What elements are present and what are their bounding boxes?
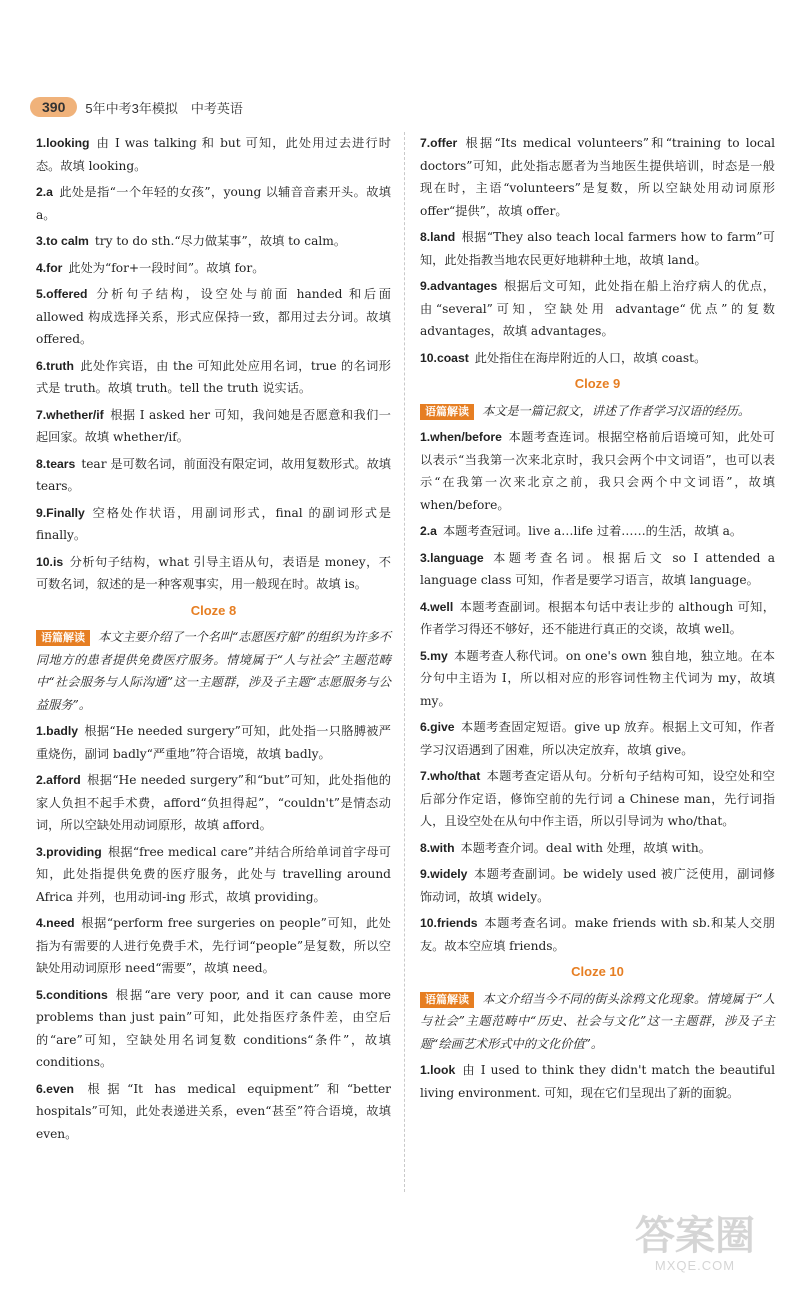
cloze-10-intro-text: 本文介绍当今不同的街头涂鸦文化现象。情境属于“人与社会”主题范畴中“历史、社会与文化”这一主题群，涉及子主题“绘画艺术形式中的文化价值”。 — [420, 991, 775, 1051]
passage-analysis-tag: 语篇解读 — [420, 404, 474, 420]
item-number: 9. — [420, 867, 431, 881]
item-answer: land — [430, 230, 456, 244]
answer-item — [36, 769, 391, 837]
item-answer: to calm — [46, 234, 89, 248]
item-answer: well — [430, 599, 454, 614]
item-number: 5. — [36, 987, 47, 1002]
answer-item — [420, 863, 775, 908]
item-answer: need — [46, 916, 75, 930]
answer-item — [36, 720, 391, 765]
item-explanation: 根据“He needed surgery”可知，此处指一只胳膊被严重烧伤，副词 badly“严重地”符合语境，故填 badly。 — [36, 724, 391, 761]
answer-item — [36, 984, 391, 1074]
answer-item — [36, 502, 391, 547]
item-answer: language — [430, 550, 484, 565]
cloze-9-intro-text: 本文是一篇记叙文，讲述了作者学习汉语的经历。 — [482, 403, 751, 418]
item-explanation: 根据后文可知，此处指在船上治疗病人的优点，由“several”可知，空缺处用 advantage“优点”的复数 advantages，故填 advantages。 — [420, 279, 775, 338]
answer-item — [36, 453, 391, 498]
watermark-url: MXQE.COM — [654, 1258, 736, 1273]
item-number: 6. — [420, 720, 431, 734]
item-answer: for — [46, 260, 63, 275]
item-answer: with — [430, 840, 455, 855]
item-answer: look — [430, 1063, 456, 1077]
item-answer: offered — [46, 287, 88, 301]
answer-list — [36, 132, 391, 596]
item-number: 4. — [36, 260, 47, 275]
answer-item — [420, 912, 775, 957]
item-number: 1. — [420, 430, 431, 444]
item-explanation: 由 I used to think they didn't match the beautiful living environment. 可知，现在它们呈现出了新的面貌。 — [420, 1063, 775, 1100]
item-explanation: 本题考查定语从句。分析句子结构可知，设空处和空后部分作定语，修饰空前的先行词 a Chinese man，先行词指人，且设空处在从句中作主语，所以引导词为 who/that。 — [420, 769, 775, 828]
item-number: 3. — [420, 550, 431, 565]
item-answer: give — [430, 720, 455, 734]
item-answer: even — [46, 1081, 74, 1096]
passage-analysis-tag: 语篇解读 — [36, 630, 90, 646]
right-column — [420, 132, 775, 1108]
item-answer: friends — [436, 916, 478, 930]
item-number: 3. — [36, 844, 47, 859]
item-explanation: 本题考查副词。根据本句话中表让步的 although 可知，作者学习得还不够好，还不能进行真正的交谈，故填 well。 — [420, 599, 775, 636]
item-explanation: 本题考查介词。deal with 处理，故填 with。 — [460, 840, 711, 855]
answer-item — [36, 912, 391, 980]
item-explanation: 根据“It has medical equipment”和“better hospitals”可知，此处表递进关系，even“甚至”符合语境，故填 even。 — [36, 1081, 391, 1141]
item-explanation: 本题考查冠词。live a…life 过着……的生活，故填 a。 — [442, 524, 743, 538]
answer-item — [420, 837, 775, 860]
item-explanation: 由 I was talking 和 but 可知，此处用过去进行时态。故填 looking。 — [36, 136, 391, 173]
page-number: 390 — [30, 97, 77, 117]
item-explanation: 此处为“for+一段时间”。故填 for。 — [68, 260, 265, 275]
item-answer: tears — [46, 456, 76, 471]
answer-item — [420, 347, 775, 370]
item-number: 9. — [36, 505, 47, 520]
item-answer: a — [46, 185, 53, 199]
passage-analysis-tag: 语篇解读 — [420, 992, 474, 1008]
answer-item — [420, 426, 775, 516]
answer-item — [36, 283, 391, 351]
answer-item — [36, 841, 391, 909]
cloze-8-title: Cloze 8 — [190, 602, 237, 618]
answer-list — [420, 1059, 775, 1104]
item-number: 10. — [420, 916, 437, 930]
item-answer: looking — [46, 136, 90, 150]
item-explanation: 根据“They also teach local farmers how to farm”可知，此处指教当地农民更好地耕种土地，故填 land。 — [420, 230, 775, 267]
watermark-logo — [610, 1214, 780, 1284]
item-explanation: 本题考查名词。make friends with sb.和某人交朋友。故本空应填 friends。 — [420, 916, 775, 953]
item-answer: providing — [46, 844, 102, 859]
cloze-8-intro-text: 本文主要介绍了一个名叫“志愿医疗船”的组织为许多不同地方的患者提供免费医疗服务。情境属于“人与社会”主题范畴中“社会服务与人际沟通”这一主题群，涉及子主题“志愿服务与公益服务”。 — [36, 630, 391, 712]
item-number: 7. — [36, 407, 47, 422]
item-number: 9. — [420, 279, 431, 293]
item-explanation: try to do sth.“尽力做某事”，故填 to calm。 — [94, 234, 347, 248]
cloze-10-intro — [420, 988, 775, 1056]
item-number: 2. — [36, 185, 47, 199]
cloze-9-title: Cloze 9 — [574, 376, 621, 391]
answer-item — [420, 716, 775, 761]
answer-item — [420, 520, 775, 543]
answer-item — [36, 132, 391, 177]
cloze-8-intro — [36, 626, 391, 716]
item-answer: whether/if — [46, 407, 104, 422]
answer-item — [420, 1059, 775, 1104]
item-answer: is — [52, 554, 64, 569]
item-answer: when/before — [430, 430, 502, 444]
column-divider — [404, 132, 405, 1192]
item-explanation: 分析句子结构，设空处与前面 handed 和后面 allowed 构成选择关系，形式应保持一致，都用过去分词。故填 offered。 — [36, 287, 391, 346]
item-answer: coast — [436, 350, 469, 365]
item-number: 5. — [420, 648, 431, 663]
item-answer: badly — [46, 724, 79, 738]
item-number: 5. — [36, 287, 47, 301]
item-number: 8. — [36, 456, 47, 471]
answer-item — [36, 230, 391, 253]
item-number: 4. — [420, 599, 431, 614]
left-column — [36, 132, 391, 1149]
answer-item — [420, 596, 775, 641]
item-explanation: 根据“Its medical volunteers”和“training to local doctors”可知，此处指志愿者为当地医生提供培训，时态是一般现在时，主语“volunteers”是复数，所以空缺处用动词原形 offer“提供”，故填 offer。 — [420, 136, 775, 218]
item-number: 10. — [420, 350, 437, 365]
answer-item — [36, 404, 391, 449]
item-answer: widely — [430, 867, 468, 881]
item-number: 6. — [36, 1081, 47, 1096]
answer-item — [36, 355, 391, 400]
item-number: 3. — [36, 234, 47, 248]
item-number: 4. — [36, 916, 47, 930]
answer-item — [36, 181, 391, 226]
item-answer: afford — [46, 773, 81, 787]
item-explanation: 此处指住在海岸附近的人口，故填 coast。 — [474, 350, 707, 365]
item-number: 1. — [36, 136, 47, 150]
item-answer: truth — [46, 358, 74, 373]
item-explanation: 本题考查固定短语。give up 放弃。根据上文可知，作者学习汉语遇到了困难，所以决定放弃，故填 give。 — [420, 720, 775, 757]
item-explanation: 此处是指“一个年轻的女孩”，young 以辅音音素开头。故填 a。 — [36, 185, 391, 222]
item-explanation: 根据 I asked her 可知，我问她是否愿意和我们一起回家。故填 whether/if。 — [36, 407, 391, 444]
item-answer: advantages — [430, 279, 498, 293]
item-number: 7. — [420, 136, 431, 150]
cloze-9-intro — [420, 400, 775, 423]
item-explanation: 本题考查名词。根据后文 so I attended a language class 可知，作者是要学习语言，故填 language。 — [420, 550, 775, 587]
item-number: 1. — [36, 724, 47, 738]
answer-item — [420, 765, 775, 833]
item-answer: conditions — [46, 987, 108, 1002]
answer-list — [420, 132, 775, 369]
item-number: 2. — [420, 524, 431, 538]
item-answer: who/that — [430, 769, 481, 783]
answer-item — [36, 257, 391, 280]
cloze-10-title: Cloze 10 — [571, 964, 624, 979]
answer-list — [36, 720, 391, 1145]
answer-item — [420, 645, 775, 713]
item-answer: Finally — [46, 505, 85, 520]
item-explanation: 根据“free medical care”并结合所给单词首字母可知，此处指提供免费的医疗服务，此处与 travelling around Africa 并列，也用动词-ing 形式，故填 providing。 — [36, 844, 391, 904]
item-number: 2. — [36, 773, 47, 787]
book-title: 5年中考3年模拟 中考英语 — [85, 100, 243, 116]
item-number: 8. — [420, 840, 431, 855]
item-explanation: tear 是可数名词，前面没有限定词，故用复数形式。故填 tears。 — [36, 456, 391, 493]
item-explanation: 本题考查连词。根据空格前后语境可知，此处可以表示“当我第一次来北京时，我只会两个中文词语”，也可以表示“在我第一次来北京之前，我只会两个中文词语”，故填 when/before。 — [420, 430, 775, 512]
answer-list — [420, 426, 775, 957]
item-number: 10. — [36, 554, 53, 569]
item-answer: a — [430, 524, 437, 538]
answer-item — [420, 132, 775, 222]
watermark-text: 答案圈 — [635, 1214, 755, 1258]
item-number: 6. — [36, 358, 47, 373]
item-explanation: 空格处作状语，用副词形式，final 的副词形式是 finally。 — [36, 505, 391, 542]
answer-item — [36, 551, 391, 596]
item-number: 7. — [420, 769, 431, 783]
item-explanation: 根据“perform free surgeries on people”可知，此处指为有需要的人进行免费手术，先行词“people”是复数，所以空缺处用动词原形 need“需要”，故填 need。 — [36, 916, 391, 975]
item-number: 1. — [420, 1063, 431, 1077]
answer-item — [420, 275, 775, 343]
item-answer: offer — [430, 136, 458, 150]
item-explanation: 此处作宾语，由 the 可知此处应用名词，true 的名词形式是 truth。故填 truth。tell the truth 说实话。 — [36, 358, 391, 395]
answer-item — [420, 547, 775, 592]
item-explanation: 分析句子结构，what 引导主语从句，表语是 money，不可数名词，叙述的是一种客观事实，用一般现在时。故填 is。 — [36, 554, 391, 591]
item-explanation: 本题考查副词。be widely used 被广泛使用，副词修饰动词，故填 widely。 — [420, 867, 775, 904]
item-answer: my — [430, 648, 448, 663]
item-explanation: 本题考查人称代词。on one's own 独自地，独立地。在本分句中主语为 I，所以相对应的形容词性物主代词为 my，故填 my。 — [420, 648, 775, 708]
item-number: 8. — [420, 230, 431, 244]
item-explanation: 根据“He needed surgery”和“but”可知，此处指他的家人负担不起手术费，afford“负担得起”，“couldn't”是情态动词，所以空缺处用动词原形，故填 afford。 — [36, 773, 391, 832]
answer-item — [36, 1078, 391, 1146]
item-explanation: 根据“are very poor, and it can cause more problems than just pain”可知，此处指医疗条件差，由空后的“are”可知，空缺处用名词复数 conditions“条件”，故填 conditions。 — [36, 987, 391, 1069]
answer-item — [420, 226, 775, 271]
page-header — [30, 92, 243, 122]
